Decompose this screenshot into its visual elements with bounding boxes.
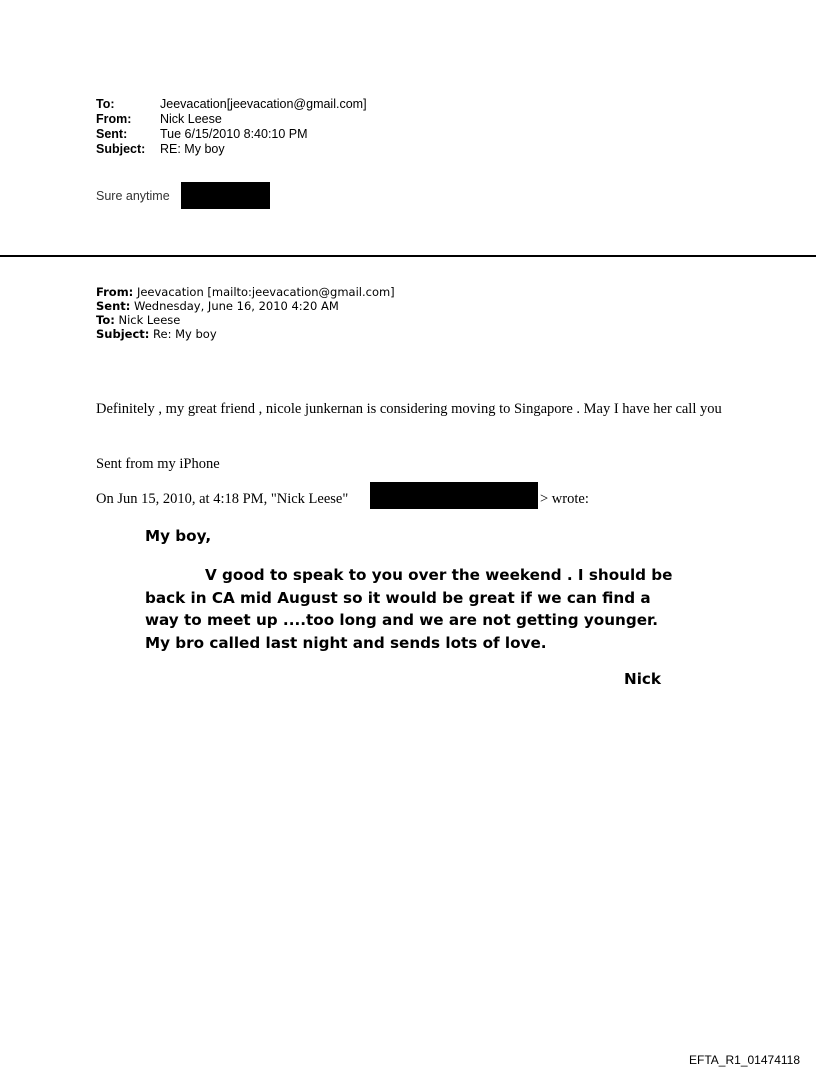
to-label-2: To: — [96, 313, 115, 327]
to-row — [96, 97, 367, 112]
sent-row — [96, 127, 367, 142]
subject-value-2: Re: My boy — [153, 327, 217, 341]
divider-line — [0, 255, 816, 257]
subject-label-2: Subject: — [96, 327, 150, 341]
sent-row-2 — [96, 299, 395, 313]
subject-row-2 — [96, 327, 395, 341]
from-value-2: Jeevacation [mailto:jeevacation@gmail.com] — [136, 285, 395, 299]
to-row-2 — [96, 313, 395, 327]
sent-value: Tue 6/15/2010 8:40:10 PM — [160, 127, 308, 141]
email-body-2: Definitely , my great friend , nicole junkernan is considering moving to Singapore . May I have her call you — [96, 401, 722, 417]
from-label: From: — [96, 112, 132, 126]
sent-value-2: Wednesday, June 16, 2010 4:20 AM — [134, 299, 339, 313]
from-value: Nick Leese — [160, 112, 222, 126]
email-body-1: Sure anytime — [96, 189, 170, 203]
to-value-2: Nick Leese — [118, 313, 181, 327]
from-row-2 — [96, 285, 395, 299]
quoted-body: V good to speak to you over the weekend . I should be back in CA mid August so it would be great if we can find a way to meet up ....too long and we are not getting younger. My bro called last night and sends lots of love. — [145, 566, 673, 652]
from-row — [96, 112, 367, 127]
sent-label: Sent: — [96, 127, 128, 141]
to-label: To: — [96, 97, 115, 111]
email-header-1 — [96, 97, 367, 157]
reply-attribution-suffix: > wrote: — [540, 491, 589, 507]
reply-attribution: On Jun 15, 2010, at 4:18 PM, "Nick Leese" — [96, 491, 349, 507]
quoted-greeting: My boy, — [145, 527, 212, 545]
subject-label: Subject: — [96, 142, 146, 156]
quoted-signoff: Nick — [624, 670, 662, 688]
subject-row — [96, 142, 367, 157]
sent-label-2: Sent: — [96, 299, 131, 313]
signature-line: Sent from my iPhone — [96, 456, 220, 472]
redaction-box — [181, 182, 270, 209]
email-header-2 — [96, 285, 395, 341]
document-id: EFTA_R1_01474118 — [689, 1053, 800, 1067]
from-label-2: From: — [96, 285, 134, 299]
to-value: Jeevacation[jeevacation@gmail.com] — [160, 97, 367, 111]
subject-value: RE: My boy — [160, 142, 225, 156]
redaction-box-2 — [370, 482, 538, 509]
